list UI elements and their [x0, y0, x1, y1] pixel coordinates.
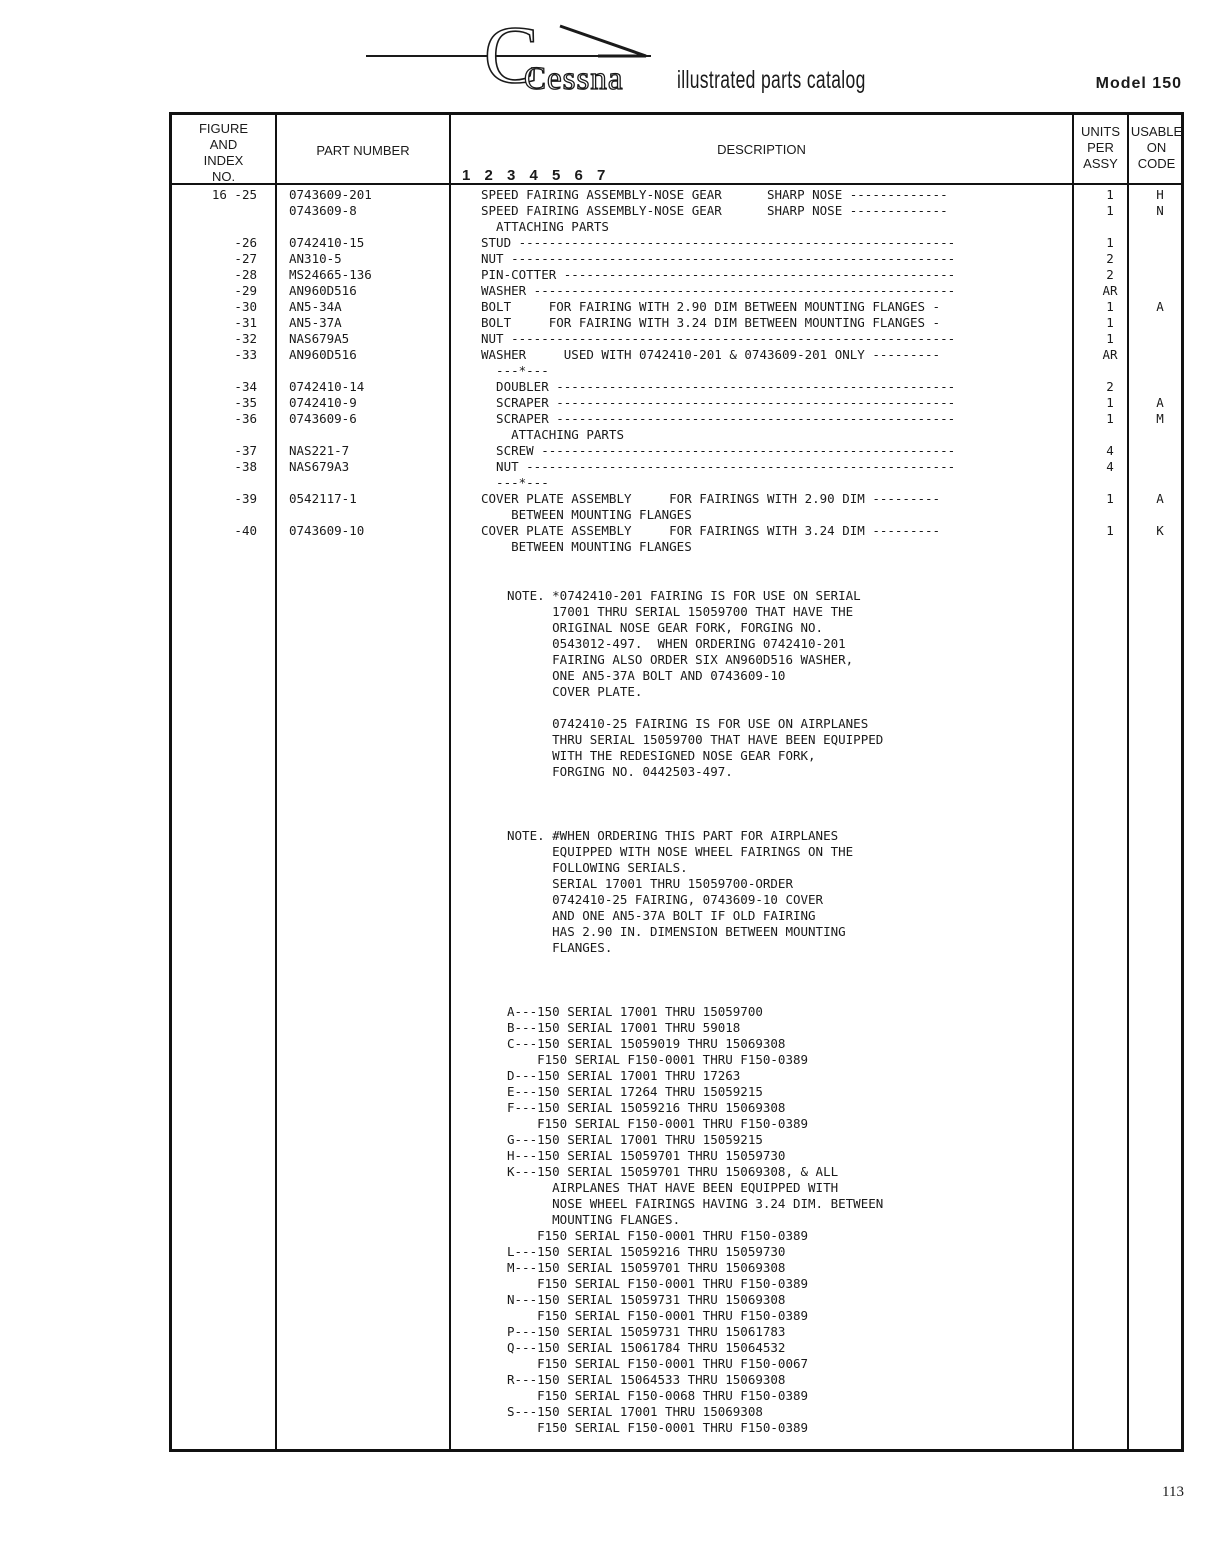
- row-description: DOUBLER -----------------------------------------------------: [481, 379, 956, 394]
- row-usable-code: A: [1156, 395, 1164, 410]
- row-index-number: -38: [234, 459, 257, 474]
- row-part-number: AN5-34A: [289, 299, 342, 314]
- row-description: COVER PLATE ASSEMBLY FOR FAIRINGS WITH 2.90 DIM ---------: [481, 491, 941, 506]
- parts-row: [172, 459, 1181, 475]
- row-part-number: 0743609-201: [289, 187, 372, 202]
- row-description: BOLT FOR FAIRING WITH 2.90 DIM BETWEEN MOUNTING FLANGES -: [481, 299, 941, 314]
- row-units-per-assy: 1: [1106, 315, 1114, 330]
- row-part-number: NAS221-7: [289, 443, 350, 458]
- header-figure-index: FIGURE AND INDEX NO.: [198, 121, 249, 184]
- parts-row: [172, 379, 1181, 395]
- row-description: ---*---: [481, 363, 549, 378]
- row-description: SCRAPER -----------------------------------------------------: [481, 411, 956, 426]
- row-description: PIN-COTTER ----------------------------------------------------: [481, 267, 956, 282]
- row-index-number: -36: [234, 411, 257, 426]
- row-description: SPEED FAIRING ASSEMBLY-NOSE GEAR SHARP NOSE -------------: [481, 187, 948, 202]
- cessna-logo-chevron-icon: [558, 24, 650, 58]
- row-usable-code: A: [1156, 299, 1164, 314]
- row-index-number: -40: [234, 523, 257, 538]
- row-usable-code: H: [1156, 187, 1164, 202]
- parts-row: [172, 443, 1181, 459]
- row-part-number: AN960D516: [289, 283, 357, 298]
- row-description: COVER PLATE ASSEMBLY FOR FAIRINGS WITH 3.24 DIM ---------: [481, 523, 941, 538]
- parts-row: [172, 283, 1181, 299]
- row-part-number: NAS679A3: [289, 459, 350, 474]
- parts-row: [172, 251, 1181, 267]
- row-units-per-assy: 2: [1106, 267, 1114, 282]
- row-description: ---*---: [481, 475, 549, 490]
- row-description: ATTACHING PARTS: [481, 427, 624, 442]
- row-part-number: 0742410-9: [289, 395, 357, 410]
- row-units-per-assy: 1: [1106, 491, 1114, 506]
- row-description: WASHER USED WITH 0742410-201 & 0743609-201 ONLY ---------: [481, 347, 941, 362]
- parts-row: [172, 539, 1181, 555]
- row-description: NUT -----------------------------------------------------------: [481, 331, 956, 346]
- row-units-per-assy: 1: [1106, 299, 1114, 314]
- row-part-number: AN5-37A: [289, 315, 342, 330]
- row-units-per-assy: 2: [1106, 251, 1114, 266]
- row-description: NUT ---------------------------------------------------------: [481, 459, 956, 474]
- parts-row: [172, 347, 1181, 363]
- row-description: SCRAPER -----------------------------------------------------: [481, 395, 956, 410]
- parts-table: [169, 112, 1184, 1452]
- parts-row: [172, 523, 1181, 539]
- row-usable-code: A: [1156, 491, 1164, 506]
- row-index-number: -37: [234, 443, 257, 458]
- row-units-per-assy: 1: [1106, 187, 1114, 202]
- row-description: BETWEEN MOUNTING FLANGES: [481, 539, 692, 554]
- row-units-per-assy: 1: [1106, 235, 1114, 250]
- parts-row: [172, 507, 1181, 523]
- parts-row: [172, 267, 1181, 283]
- page-number: 113: [1162, 1484, 1184, 1500]
- row-units-per-assy: AR: [1102, 347, 1118, 362]
- row-description: SPEED FAIRING ASSEMBLY-NOSE GEAR SHARP NOSE -------------: [481, 203, 948, 218]
- row-description: BOLT FOR FAIRING WITH 3.24 DIM BETWEEN MOUNTING FLANGES -: [481, 315, 941, 330]
- row-description: SCREW -------------------------------------------------------: [481, 443, 956, 458]
- parts-row: [172, 395, 1181, 411]
- row-index-number: 16 -25: [211, 187, 257, 202]
- row-index-number: -32: [234, 331, 257, 346]
- header-indent-digits: 1 2 3 4 5 6 7: [462, 167, 611, 184]
- row-units-per-assy: 4: [1106, 459, 1114, 474]
- row-usable-code: M: [1156, 411, 1164, 426]
- row-description: BETWEEN MOUNTING FLANGES: [481, 507, 692, 522]
- row-index-number: -31: [234, 315, 257, 330]
- parts-row: [172, 363, 1181, 379]
- parts-row: [172, 427, 1181, 443]
- row-units-per-assy: 4: [1106, 443, 1114, 458]
- header-description: DESCRIPTION: [717, 142, 806, 157]
- row-description: ATTACHING PARTS: [481, 219, 609, 234]
- notes-and-serial-codes: NOTE. *0742410-201 FAIRING IS FOR USE ON SERIAL 17001 THRU SERIAL 15059700 THAT HAVE THE ORIGINAL NOSE GEAR FORK, FORGING NO. 0543012-497. WHEN ORDERING 0742410-201 FAIRING ALSO ORDER SIX AN960D516 WASHER, ONE AN5-37A BOLT AND 0743609-10 COVER PLATE. 0742410-25 FAIRING IS FOR USE ON AIRPLANES THRU SERIAL 15059700 THAT HAVE BEEN EQUIPPED WITH THE REDESIGNED NOSE GEAR FORK, FORGING NO. 0442503-497. NOTE. #WHEN ORDERING THIS PART FOR AIRPLANES EQUIPPED WITH NOSE WHEEL FAIRINGS ON THE FOLLOWING SERIALS. SERIAL 17001 THRU 15059700-ORDER 0742410-25 FAIRING, 0743609-10 COVER AND ONE AN5-37A BOLT IF OLD FAIRING HAS 2.90 IN. DIMENSION BETWEEN MOUNTING FLANGES. A---150 SERIAL 17001 THRU 15059700 B---150 SERIAL 17001 THRU 59018 C---150 SERIAL 15059019 THRU 15069308 F150 SERIAL F150-0001 THRU F150-0389 D---150 SERIAL 17001 THRU 17263 E---150 SERIAL 17264 THRU 15059215 F---150 SERIAL 15059216 THRU 15069308 F150 SERIAL F150-0001 THRU F150-0389 G---150 SERIAL 17001 THRU 15059215 H---150 SERIAL 15059701 THRU 15059730 K---150 SERIAL 15059701 THRU 15069308, & ALL AIRPLANES THAT HAVE BEEN EQUIPPED WITH NOSE WHEEL FAIRINGS HAVING 3.24 DIM. BETWEEN MOUNTING FLANGES. F150 SERIAL F150-0001 THRU F150-0389 L---150 SERIAL 15059216 THRU 15059730 M---150 SERIAL 15059701 THRU 15069308 F150 SERIAL F150-0001 THRU F150-0389 N---150 SERIAL 15059731 THRU 15069308 F150 SERIAL F150-0001 THRU F150-0389 P---150 SERIAL 15059731 THRU 15061783 Q---150 SERIAL 15061784 THRU 15064532 F150 SERIAL F150-0001 THRU F150-0067 R---150 SERIAL 15064533 THRU 15069308 F150 SERIAL F150-0068 THRU F150-0389 S---150 SERIAL 17001 THRU 15069308 F150 SERIAL F150-0001 THRU F150-0389: [507, 588, 884, 1435]
- parts-row: [172, 491, 1181, 507]
- row-part-number: 0743609-8: [289, 203, 357, 218]
- row-index-number: -35: [234, 395, 257, 410]
- row-units-per-assy: AR: [1102, 283, 1118, 298]
- row-description: NUT -----------------------------------------------------------: [481, 251, 956, 266]
- cessna-logo-wordmark: Cessna: [524, 61, 624, 97]
- row-usable-code: N: [1156, 203, 1164, 218]
- parts-row: [172, 235, 1181, 251]
- parts-row: [172, 411, 1181, 427]
- row-part-number: 0742410-14: [289, 379, 365, 394]
- row-index-number: -33: [234, 347, 257, 362]
- header-usable-on-code: USABLE ON CODE: [1130, 124, 1183, 171]
- parts-row: [172, 187, 1181, 203]
- row-units-per-assy: 1: [1106, 411, 1114, 426]
- header-divider: [172, 183, 1181, 185]
- row-part-number: MS24665-136: [289, 267, 372, 282]
- parts-row: [172, 475, 1181, 491]
- row-part-number: 0542117-1: [289, 491, 357, 506]
- row-index-number: -34: [234, 379, 257, 394]
- model-label: Model 150: [1095, 75, 1182, 92]
- row-index-number: -26: [234, 235, 257, 250]
- row-description: WASHER --------------------------------------------------------: [481, 283, 956, 298]
- row-index-number: -28: [234, 267, 257, 282]
- row-usable-code: K: [1156, 523, 1164, 538]
- row-units-per-assy: 1: [1106, 395, 1114, 410]
- row-units-per-assy: 1: [1106, 523, 1114, 538]
- row-units-per-assy: 2: [1106, 379, 1114, 394]
- parts-row: [172, 219, 1181, 235]
- row-part-number: AN310-5: [289, 251, 342, 266]
- row-units-per-assy: 1: [1106, 331, 1114, 346]
- header-units-per-assy: UNITS PER ASSY: [1081, 124, 1120, 171]
- parts-row: [172, 203, 1181, 219]
- cessna-logo-c: C: [484, 9, 539, 100]
- parts-row: [172, 315, 1181, 331]
- header-part-number: PART NUMBER: [316, 143, 410, 158]
- row-units-per-assy: 1: [1106, 203, 1114, 218]
- row-index-number: -27: [234, 251, 257, 266]
- catalog-title: illustrated parts catalog: [677, 66, 866, 94]
- row-part-number: 0743609-10: [289, 523, 365, 538]
- parts-row: [172, 299, 1181, 315]
- row-part-number: 0742410-15: [289, 235, 365, 250]
- row-part-number: AN960D516: [289, 347, 357, 362]
- row-part-number: 0743609-6: [289, 411, 357, 426]
- parts-row: [172, 331, 1181, 347]
- row-index-number: -29: [234, 283, 257, 298]
- row-index-number: -39: [234, 491, 257, 506]
- row-part-number: NAS679A5: [289, 331, 350, 346]
- row-index-number: -30: [234, 299, 257, 314]
- row-description: STUD ----------------------------------------------------------: [481, 235, 956, 250]
